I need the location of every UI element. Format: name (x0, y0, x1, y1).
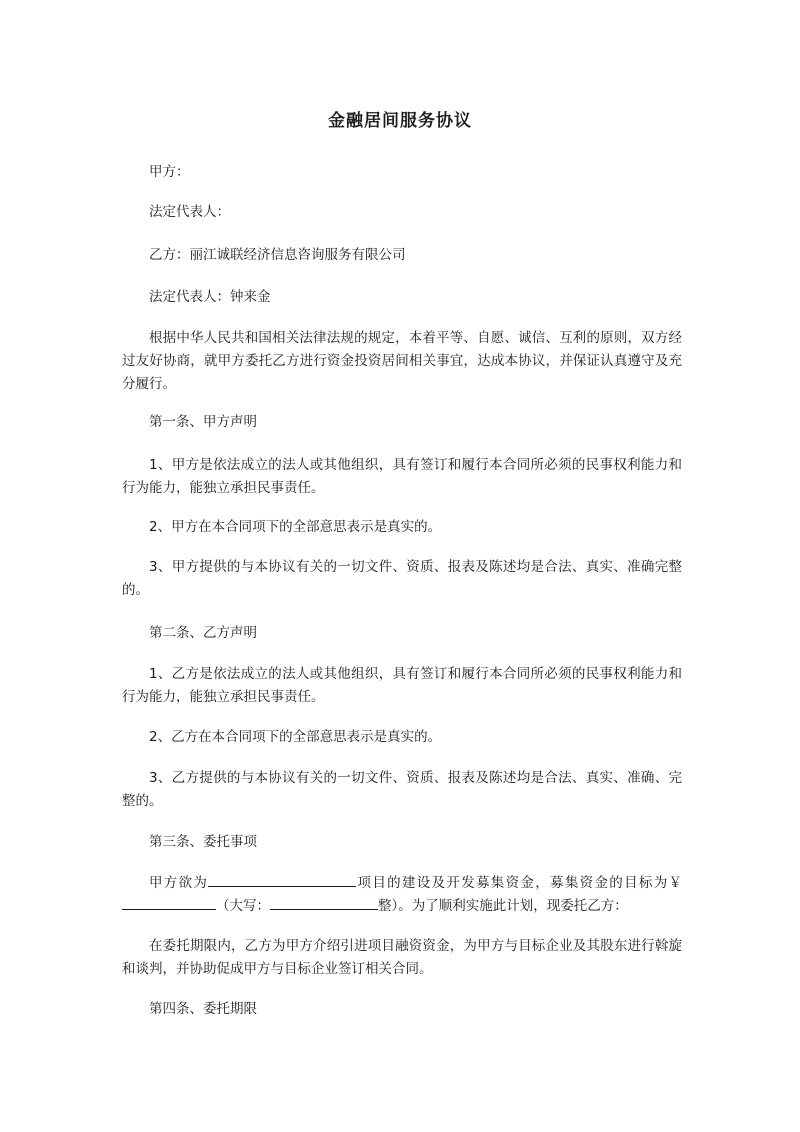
fill-text-1: 甲方欲为 (149, 875, 209, 891)
article-1-item-1: 1、甲方是依法成立的法人或其他组织，具有签订和履行本合同所必须的民事权利能力和行为能力，能独立承担民事责任。 (122, 457, 682, 496)
article-3-fill-paragraph (122, 872, 682, 918)
article-2-item-3: 3、乙方提供的与本协议有关的一切文件、资质、报表及陈述均是合法、真实、准确、完整的。 (122, 770, 682, 809)
article-2-item-2: 2、乙方在本合同项下的全部意思表示是真实的。 (149, 729, 442, 745)
party-a-line: 甲方： (149, 164, 190, 180)
article-1-item-2: 2、甲方在本合同项下的全部意思表示是真实的。 (149, 519, 442, 535)
project-name-blank[interactable] (208, 872, 356, 887)
party-b-rep-line: 法定代表人：钟来金 (149, 289, 271, 305)
fill-text-3: （大写： (216, 898, 270, 914)
article-3-scope: 在委托期限内，乙方为甲方介绍引进项目融资资金，为甲方与目标企业及其股东进行斡旋和谈判，并协助促成甲方与目标企业签订相关合同。 (122, 938, 682, 977)
article-2-item-1: 1、乙方是依法成立的法人或其他组织，具有签订和履行本合同所必须的民事权利能力和行为能力，能独立承担民事责任。 (122, 666, 682, 705)
party-b-line: 乙方：丽江诚联经济信息咨询服务有限公司 (149, 247, 406, 263)
fill-text-2: 项目的建设及开发募集资金，募集资金的目标为￥ (356, 875, 683, 891)
preamble-paragraph: 根据中华人民共和国相关法律法规的规定，本着平等、自愿、诚信、互利的原则，双方经过友好协商，就甲方委托乙方进行资金投资居间相关事宜，达成本协议，并保证认真遵守及充分履行。 (122, 330, 682, 392)
amount-in-words-blank[interactable] (270, 895, 378, 910)
party-a-rep-line: 法定代表人： (149, 204, 230, 220)
amount-blank[interactable] (122, 895, 216, 910)
article-1-item-3: 3、甲方提供的与本协议有关的一切文件、资质、报表及陈述均是合法、真实、准确完整的。 (122, 559, 682, 598)
document-title: 金融居间服务协议 (328, 111, 472, 131)
article-2-heading: 第二条、乙方声明 (149, 625, 257, 641)
fill-text-4: 整）。为了顺利实施此计划，现委托乙方： (378, 898, 628, 914)
article-4-heading: 第四条、委托期限 (149, 1001, 257, 1017)
article-3-heading: 第三条、委托事项 (149, 834, 257, 850)
article-1-heading: 第一条、甲方声明 (149, 414, 257, 430)
